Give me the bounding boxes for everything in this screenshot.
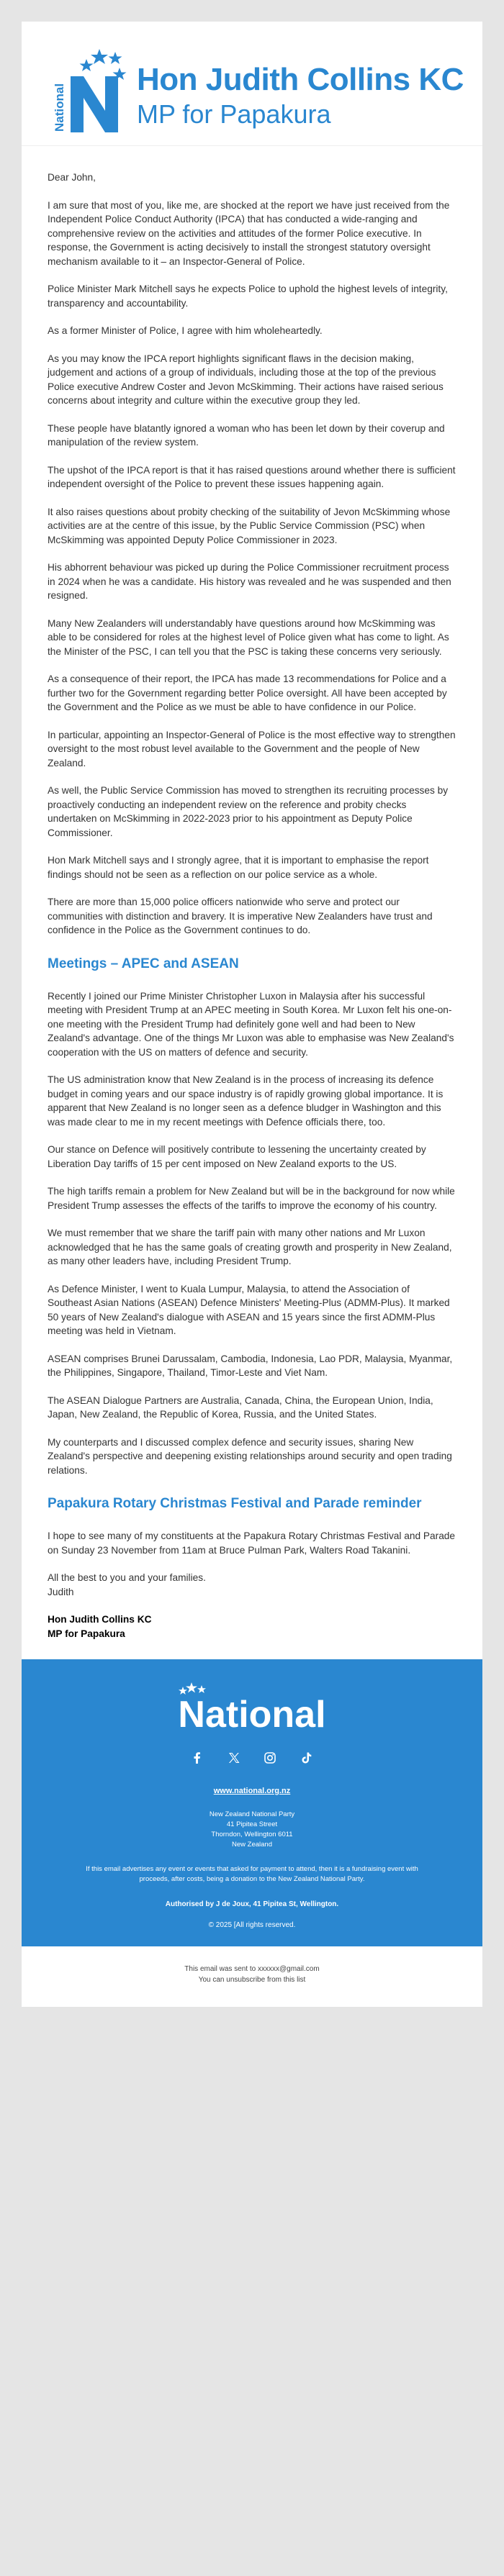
greeting: Dear John, — [48, 172, 96, 183]
x-icon[interactable] — [228, 1751, 240, 1768]
signoff-name: Judith — [48, 1586, 74, 1597]
email-footer — [22, 1659, 482, 1946]
paragraph: As Defence Minister, I went to Kuala Lumpur, Malaysia, to attend the Association of Southeast Asian Nations (ASEAN) Defence Ministers' Meeting-Plus (ADMM-Plus). It marked 50 years of New Zealand's dialogue with ASEAN and 15 years since the first ADMM-Plus meeting was held in Vietnam. — [48, 1283, 450, 1336]
paragraph: We must remember that we share the tariff pain with many other nations and Mr Luxon acknowledged that he has the same goals of creating growth and prosperity in New Zealand, as many other leaders have, including President Trump. — [48, 1228, 452, 1266]
address-line: 41 Pipitea Street — [226, 1820, 278, 1828]
paragraph: There are more than 15,000 police officers nationwide who serve and protect our communities with distinction and bravery. It is imperative New Zealanders have trust and confidence in the Police as the Government continues to do. — [48, 897, 433, 935]
paragraph: Many New Zealanders will understandably have questions around how McSkimming was able to be considered for roles at the highest level of Police given what has come to light. As the Minister of the PSC, I can tell you that the PSC is taking these concerns very seriously. — [48, 617, 449, 657]
paragraph: Our stance on Defence will positively contribute to lessening the uncertainty created by Liberation Day tariffs of 15 per cent imposed on New Zealand exports to the US. — [48, 1144, 426, 1169]
national-logo-icon — [46, 47, 132, 134]
sent-to-notice: This email was sent to xxxxxx@gmail.com — [184, 1965, 320, 1973]
paragraph: The US administration know that New Zealand is in the process of increasing its defence budget in coming years and our space industry is of rapidly growing global importance. It is apparent that New Zealand is no longer seen as a defence bludger in Washington and this was made clear to me in my recent meetings with Defence officials there, too. — [48, 1074, 444, 1128]
unsubscribe-link[interactable]: You can unsubscribe from this list — [198, 1976, 306, 1984]
paragraph: As a former Minister of Police, I agree with him wholeheartedly. — [48, 325, 323, 336]
svg-text:National: National — [178, 1694, 326, 1731]
copyright: © 2025 [All rights reserved. — [208, 1921, 296, 1929]
header-name: Hon Judith Collins KC — [137, 62, 464, 97]
paragraph: It also raises questions about probity checking of the suitability of Jevon McSkimming whose activities are at the centre of this issue, by the Public Service Commission (PSC) when McSkimming was appointed Deputy Police Commissioner in 2023. — [48, 506, 451, 545]
paragraph: ASEAN comprises Brunei Darussalam, Cambodia, Indonesia, Lao PDR, Malaysia, Myanmar, the Philippines, Singapore, Thailand, Timor-Leste and Viet Nam. — [48, 1353, 453, 1378]
email-card — [22, 22, 482, 2007]
header-role: MP for Papakura — [137, 99, 331, 129]
authorised-statement: Authorised by J de Joux, 41 Pipitea St, Wellington. — [165, 1900, 339, 1908]
tiktok-icon[interactable] — [300, 1751, 313, 1768]
paragraph: The upshot of the IPCA report is that it has raised questions around whether there is sufficient independent oversight of the Police to prevent these issues happening again. — [48, 464, 456, 489]
section-heading-christmas: Papakura Rotary Christmas Festival and Parade reminder — [48, 1496, 422, 1511]
instagram-icon[interactable] — [264, 1751, 276, 1768]
address-line: New Zealand — [232, 1841, 272, 1849]
paragraph: In particular, appointing an Inspector-General of Police is the most effective way to strengthen oversight to the most robust level available to the Government and the people of New Zealand. — [48, 729, 456, 768]
signature-name: Hon Judith Collins KC — [48, 1614, 152, 1625]
paragraph: My counterparts and I discussed complex defence and security issues, sharing New Zealand's perspective and deepening existing relationships around security and open trading relations. — [48, 1436, 452, 1476]
sub-footer — [22, 1946, 482, 2007]
paragraph: As a consequence of their report, the IPCA has made 13 recommendations for Police and a further two for the Government regarding better Police oversight. All have been accepted by the Government and the Police as we must be able to have confidence in our Police. — [48, 674, 447, 712]
letter-body — [22, 146, 482, 1659]
paragraph: These people have blatantly ignored a woman who has been let down by their coverup and manipulation of the review system. — [48, 422, 445, 448]
paragraph: As well, the Public Service Commission has moved to strengthen its recruiting processes by proactively conducting an independent review on the reference and probity checks undertaken on McSkimming in 2022-2023 prior to his appointment as Deputy Police Commissioner. — [48, 785, 449, 838]
paragraph: The high tariffs remain a problem for New Zealand but will be in the background for now while President Trump assesses the effects of the tariffs to improve the economy of his country. — [48, 1186, 455, 1211]
paragraph: Hon Mark Mitchell says and I strongly agree, that it is important to emphasise the report findings should not be seen as a reflection on our police service as a whole. — [48, 855, 429, 880]
email-header — [22, 22, 482, 146]
social-links — [48, 1751, 456, 1768]
signature-role: MP for Papakura — [48, 1628, 125, 1639]
section-heading-meetings: Meetings – APEC and ASEAN — [48, 956, 239, 971]
fundraising-disclaimer: If this email advertises any event or events that asked for payment to attend, then it is a fundraising event with proceeds, after costs, being a donation to the New Zealand National Party. — [86, 1865, 418, 1883]
address-line: New Zealand National Party — [209, 1810, 295, 1818]
paragraph: His abhorrent behaviour was picked up during the Police Commissioner recruitment process in 2024 when he was a candidate. His history was revealed and he was suspended and then resigned. — [48, 562, 451, 601]
national-wordmark-icon — [173, 1681, 331, 1731]
address-line: Thorndon, Wellington 6011 — [211, 1831, 293, 1838]
closing: All the best to you and your families. — [48, 1572, 206, 1583]
svg-text:National: National — [53, 83, 66, 132]
paragraph: I hope to see many of my constituents at the Papakura Rotary Christmas Festival and Parade on Sunday 23 November from 11am at Bruce Pulman Park, Walters Road Takanini. — [48, 1530, 456, 1556]
website-link[interactable]: www.national.org.nz — [213, 1787, 291, 1795]
paragraph: I am sure that most of you, like me, are shocked at the report we have just received from the Independent Police Conduct Authority (IPCA) that has conducted a wide-ranging and comprehensive review on the activities and attitudes of the former Police executive. In response, the Government is acting decisively to install the strongest statutory oversight mechanism available to it – an Inspector-General of Police. — [48, 199, 450, 267]
facebook-icon[interactable] — [191, 1751, 204, 1768]
paragraph: Recently I joined our Prime Minister Christopher Luxon in Malaysia after his successful meeting with President Trump at an APEC meeting in South Korea. Mr Luxon felt his one-on-one meeting with the President Trump had definitely gone well and had been to New Zealand's advantage. One of the things Mr Luxon was able to emphasise was New Zealand's cooperation with the US on matters of defence and security. — [48, 990, 454, 1058]
paragraph: Police Minister Mark Mitchell says he expects Police to uphold the highest levels of integrity, transparency and accountability. — [48, 284, 448, 309]
paragraph: The ASEAN Dialogue Partners are Australia, Canada, China, the European Union, India, Japan, New Zealand, the Republic of Korea, Russia, and the United States. — [48, 1394, 433, 1420]
sign-off — [48, 1571, 456, 1641]
paragraph: As you may know the IPCA report highlights significant flaws in the decision making, judgement and actions of a group of individuals, including those at the top of the previous Police executive Andrew Coster and Jevon McSkimming. Their actions have raised serious concerns about integrity and culture within the executive group they led. — [48, 353, 444, 406]
